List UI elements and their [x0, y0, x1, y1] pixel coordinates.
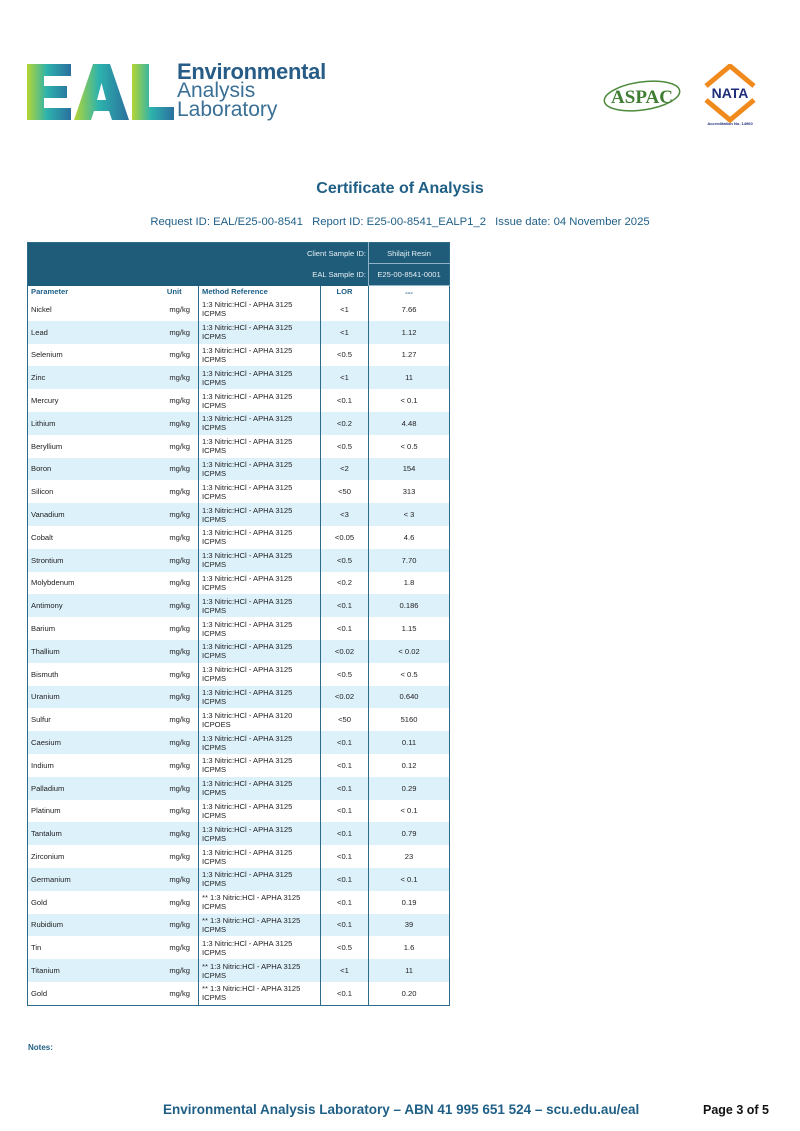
method-cell: 1:3 Nitric:HCl - APHA 3125 ICPMS — [199, 503, 321, 526]
result-cell: 0.19 — [369, 891, 450, 914]
lor-cell: <1 — [321, 959, 369, 982]
table-row — [28, 708, 450, 731]
result-cell: 39 — [369, 914, 450, 937]
method-cell: 1:3 Nitric:HCl - APHA 3125 ICPMS — [199, 412, 321, 435]
table-row — [28, 936, 450, 959]
aspac-text: ASPAC — [611, 87, 673, 108]
parameter-cell: Boron — [28, 458, 151, 481]
parameter-cell: Gold — [28, 982, 151, 1005]
parameter-cell: Zirconium — [28, 845, 151, 868]
lor-cell: <2 — [321, 458, 369, 481]
table-row — [28, 572, 450, 595]
lor-cell: <0.1 — [321, 868, 369, 891]
unit-cell: mg/kg — [151, 708, 199, 731]
method-cell: 1:3 Nitric:HCl - APHA 3125 ICPMS — [199, 435, 321, 458]
request-id: Request ID: EAL/E25-00-8541 — [150, 216, 303, 228]
unit-cell: mg/kg — [151, 412, 199, 435]
unit-cell: mg/kg — [151, 549, 199, 572]
table-row — [28, 868, 450, 891]
nata-accreditation: Accreditation No. 14960 — [707, 121, 753, 126]
result-cell: 313 — [369, 480, 450, 503]
unit-cell: mg/kg — [151, 959, 199, 982]
unit-cell: mg/kg — [151, 822, 199, 845]
parameter-cell: Germanium — [28, 868, 151, 891]
lor-cell: <0.1 — [321, 389, 369, 412]
lor-cell: <0.1 — [321, 845, 369, 868]
unit-cell: mg/kg — [151, 594, 199, 617]
table-row — [28, 617, 450, 640]
unit-cell: mg/kg — [151, 663, 199, 686]
result-cell: 4.6 — [369, 526, 450, 549]
result-cell: 0.640 — [369, 686, 450, 709]
result-cell: 1.12 — [369, 321, 450, 344]
parameter-cell: Silicon — [28, 480, 151, 503]
lor-cell: <0.02 — [321, 686, 369, 709]
parameter-cell: Strontium — [28, 549, 151, 572]
parameter-cell: Beryllium — [28, 435, 151, 458]
method-cell: 1:3 Nitric:HCl - APHA 3125 ICPMS — [199, 549, 321, 572]
table-row — [28, 640, 450, 663]
lor-cell: <50 — [321, 708, 369, 731]
nata-logo — [700, 64, 760, 126]
parameter-cell: Gold — [28, 891, 151, 914]
parameter-cell: Palladium — [28, 777, 151, 800]
result-cell: 0.79 — [369, 822, 450, 845]
method-cell: 1:3 Nitric:HCl - APHA 3125 ICPMS — [199, 617, 321, 640]
unit-cell: mg/kg — [151, 868, 199, 891]
parameter-cell: Mercury — [28, 389, 151, 412]
lor-cell: <1 — [321, 298, 369, 321]
lor-cell: <50 — [321, 480, 369, 503]
parameter-cell: Cobalt — [28, 526, 151, 549]
column-header-result: --- — [369, 286, 450, 299]
result-cell: 23 — [369, 845, 450, 868]
column-header-lor: LOR — [321, 286, 369, 299]
parameter-cell: Antimony — [28, 594, 151, 617]
column-header-parameter: Parameter — [28, 286, 151, 299]
table-row — [28, 344, 450, 367]
page-number: Page 3 of 5 — [703, 1103, 769, 1117]
result-cell: 11 — [369, 366, 450, 389]
method-cell: 1:3 Nitric:HCl - APHA 3125 ICPMS — [199, 594, 321, 617]
table-row — [28, 959, 450, 982]
parameter-cell: Zinc — [28, 366, 151, 389]
method-cell: 1:3 Nitric:HCl - APHA 3125 ICPMS — [199, 480, 321, 503]
parameter-cell: Barium — [28, 617, 151, 640]
result-cell: 0.20 — [369, 982, 450, 1005]
method-cell: 1:3 Nitric:HCl - APHA 3125 ICPMS — [199, 754, 321, 777]
unit-cell: mg/kg — [151, 891, 199, 914]
eal-sample-label: EAL Sample ID: — [28, 264, 369, 286]
logo-line-3: Laboratory — [177, 98, 278, 121]
footer-text: Environmental Analysis Laboratory – ABN 41 995 651 524 – scu.edu.au/eal — [163, 1102, 640, 1117]
method-cell: 1:3 Nitric:HCl - APHA 3125 ICPMS — [199, 298, 321, 321]
unit-cell: mg/kg — [151, 800, 199, 823]
method-cell: 1:3 Nitric:HCl - APHA 3125 ICPMS — [199, 822, 321, 845]
lor-cell: <0.02 — [321, 640, 369, 663]
method-cell: 1:3 Nitric:HCl - APHA 3125 ICPMS — [199, 868, 321, 891]
unit-cell: mg/kg — [151, 298, 199, 321]
method-cell: 1:3 Nitric:HCl - APHA 3125 ICPMS — [199, 458, 321, 481]
result-cell: < 0.5 — [369, 663, 450, 686]
lor-cell: <0.1 — [321, 617, 369, 640]
parameter-cell: Nickel — [28, 298, 151, 321]
table-row — [28, 800, 450, 823]
method-cell: 1:3 Nitric:HCl - APHA 3125 ICPMS — [199, 640, 321, 663]
parameter-cell: Selenium — [28, 344, 151, 367]
unit-cell: mg/kg — [151, 914, 199, 937]
results-table — [27, 242, 450, 1006]
method-cell: 1:3 Nitric:HCl - APHA 3125 ICPMS — [199, 731, 321, 754]
result-cell: 0.186 — [369, 594, 450, 617]
lor-cell: <0.1 — [321, 891, 369, 914]
method-cell: 1:3 Nitric:HCl - APHA 3125 ICPMS — [199, 572, 321, 595]
report-meta — [0, 216, 800, 228]
lor-cell: <0.5 — [321, 435, 369, 458]
method-cell: 1:3 Nitric:HCl - APHA 3125 ICPMS — [199, 344, 321, 367]
unit-cell: mg/kg — [151, 458, 199, 481]
eal-logo — [27, 59, 337, 126]
table-row — [28, 914, 450, 937]
table-row — [28, 594, 450, 617]
unit-cell: mg/kg — [151, 686, 199, 709]
result-cell: 1.8 — [369, 572, 450, 595]
result-cell: 1.6 — [369, 936, 450, 959]
result-cell: < 0.02 — [369, 640, 450, 663]
unit-cell: mg/kg — [151, 640, 199, 663]
lor-cell: <0.1 — [321, 822, 369, 845]
table-row — [28, 412, 450, 435]
parameter-cell: Uranium — [28, 686, 151, 709]
method-cell: ** 1:3 Nitric:HCl - APHA 3125 ICPMS — [199, 982, 321, 1005]
method-cell: 1:3 Nitric:HCl - APHA 3125 ICPMS — [199, 663, 321, 686]
aspac-logo — [600, 76, 684, 116]
column-header-row — [28, 286, 450, 299]
table-row — [28, 663, 450, 686]
method-cell: ** 1:3 Nitric:HCl - APHA 3125 ICPMS — [199, 914, 321, 937]
table-row — [28, 435, 450, 458]
logo-line-2: Analysis — [177, 79, 256, 102]
method-cell: 1:3 Nitric:HCl - APHA 3125 ICPMS — [199, 800, 321, 823]
lor-cell: <0.5 — [321, 549, 369, 572]
unit-cell: mg/kg — [151, 617, 199, 640]
table-row — [28, 298, 450, 321]
lor-cell: <0.1 — [321, 594, 369, 617]
result-cell: 4.48 — [369, 412, 450, 435]
result-cell: 7.66 — [369, 298, 450, 321]
method-cell: 1:3 Nitric:HCl - APHA 3125 ICPMS — [199, 389, 321, 412]
unit-cell: mg/kg — [151, 845, 199, 868]
unit-cell: mg/kg — [151, 526, 199, 549]
parameter-cell: Vanadium — [28, 503, 151, 526]
nata-text: NATA — [711, 85, 749, 101]
column-header-method: Method Reference — [199, 286, 321, 299]
lor-cell: <0.1 — [321, 914, 369, 937]
lor-cell: <0.1 — [321, 777, 369, 800]
table-row — [28, 549, 450, 572]
column-header-unit: Unit — [151, 286, 199, 299]
table-row — [28, 731, 450, 754]
lor-cell: <0.1 — [321, 754, 369, 777]
unit-cell: mg/kg — [151, 982, 199, 1005]
table-row — [28, 458, 450, 481]
unit-cell: mg/kg — [151, 754, 199, 777]
lor-cell: <1 — [321, 366, 369, 389]
lor-cell: <0.1 — [321, 731, 369, 754]
parameter-cell: Bismuth — [28, 663, 151, 686]
table-row — [28, 321, 450, 344]
method-cell: 1:3 Nitric:HCl - APHA 3125 ICPMS — [199, 321, 321, 344]
client-sample-label: Client Sample ID: — [28, 243, 369, 264]
unit-cell: mg/kg — [151, 321, 199, 344]
page-title: Certificate of Analysis — [316, 180, 484, 197]
table-row — [28, 822, 450, 845]
result-cell: < 0.1 — [369, 868, 450, 891]
lor-cell: <0.5 — [321, 936, 369, 959]
lor-cell: <0.05 — [321, 526, 369, 549]
table-row — [28, 686, 450, 709]
lor-cell: <1 — [321, 321, 369, 344]
result-cell: < 3 — [369, 503, 450, 526]
method-cell: 1:3 Nitric:HCl - APHA 3120 ICPOES — [199, 708, 321, 731]
parameter-cell: Thallium — [28, 640, 151, 663]
method-cell: 1:3 Nitric:HCl - APHA 3125 ICPMS — [199, 526, 321, 549]
table-row — [28, 845, 450, 868]
unit-cell: mg/kg — [151, 777, 199, 800]
result-cell: 11 — [369, 959, 450, 982]
result-cell: 1.27 — [369, 344, 450, 367]
eal-letters-logo — [27, 64, 174, 120]
result-cell: < 0.5 — [369, 435, 450, 458]
issue-date: Issue date: 04 November 2025 — [495, 216, 650, 228]
table-row — [28, 389, 450, 412]
parameter-cell: Titanium — [28, 959, 151, 982]
method-cell: 1:3 Nitric:HCl - APHA 3125 ICPMS — [199, 936, 321, 959]
eal-wordmark — [177, 59, 326, 121]
logo-line-1: Environmental — [177, 59, 326, 84]
unit-cell: mg/kg — [151, 572, 199, 595]
unit-cell: mg/kg — [151, 389, 199, 412]
lor-cell: <0.2 — [321, 572, 369, 595]
table-row — [28, 754, 450, 777]
unit-cell: mg/kg — [151, 480, 199, 503]
parameter-cell: Tantalum — [28, 822, 151, 845]
unit-cell: mg/kg — [151, 435, 199, 458]
parameter-cell: Caesium — [28, 731, 151, 754]
parameter-cell: Platinum — [28, 800, 151, 823]
parameter-cell: Lithium — [28, 412, 151, 435]
lor-cell: <0.2 — [321, 412, 369, 435]
lor-cell: <0.5 — [321, 344, 369, 367]
table-row — [28, 526, 450, 549]
unit-cell: mg/kg — [151, 503, 199, 526]
table-row — [28, 891, 450, 914]
table-row — [28, 777, 450, 800]
unit-cell: mg/kg — [151, 344, 199, 367]
unit-cell: mg/kg — [151, 731, 199, 754]
lor-cell: <0.1 — [321, 800, 369, 823]
unit-cell: mg/kg — [151, 366, 199, 389]
result-cell: < 0.1 — [369, 389, 450, 412]
method-cell: ** 1:3 Nitric:HCl - APHA 3125 ICPMS — [199, 891, 321, 914]
eal-sample-row — [28, 264, 450, 286]
result-cell: 154 — [369, 458, 450, 481]
result-cell: 1.15 — [369, 617, 450, 640]
parameter-cell: Rubidium — [28, 914, 151, 937]
result-cell: 0.12 — [369, 754, 450, 777]
lor-cell: <0.5 — [321, 663, 369, 686]
method-cell: ** 1:3 Nitric:HCl - APHA 3125 ICPMS — [199, 959, 321, 982]
parameter-cell: Molybdenum — [28, 572, 151, 595]
method-cell: 1:3 Nitric:HCl - APHA 3125 ICPMS — [199, 686, 321, 709]
table-row — [28, 982, 450, 1005]
lor-cell: <0.1 — [321, 982, 369, 1005]
result-cell: < 0.1 — [369, 800, 450, 823]
method-cell: 1:3 Nitric:HCl - APHA 3125 ICPMS — [199, 366, 321, 389]
client-sample-value: Shilajit Resin — [369, 243, 450, 264]
parameter-cell: Tin — [28, 936, 151, 959]
table-row — [28, 366, 450, 389]
lor-cell: <3 — [321, 503, 369, 526]
parameter-cell: Lead — [28, 321, 151, 344]
table-row — [28, 503, 450, 526]
eal-sample-value: E25-00-8541-0001 — [369, 264, 450, 286]
client-sample-row — [28, 243, 450, 264]
parameter-cell: Sulfur — [28, 708, 151, 731]
method-cell: 1:3 Nitric:HCl - APHA 3125 ICPMS — [199, 845, 321, 868]
parameter-cell: Indium — [28, 754, 151, 777]
result-cell: 7.70 — [369, 549, 450, 572]
method-cell: 1:3 Nitric:HCl - APHA 3125 ICPMS — [199, 777, 321, 800]
notes-label: Notes: — [28, 1043, 53, 1052]
table-row — [28, 480, 450, 503]
unit-cell: mg/kg — [151, 936, 199, 959]
result-cell: 0.11 — [369, 731, 450, 754]
report-id: Report ID: E25-00-8541_EALP1_2 — [312, 216, 487, 228]
result-cell: 0.29 — [369, 777, 450, 800]
result-cell: 5160 — [369, 708, 450, 731]
